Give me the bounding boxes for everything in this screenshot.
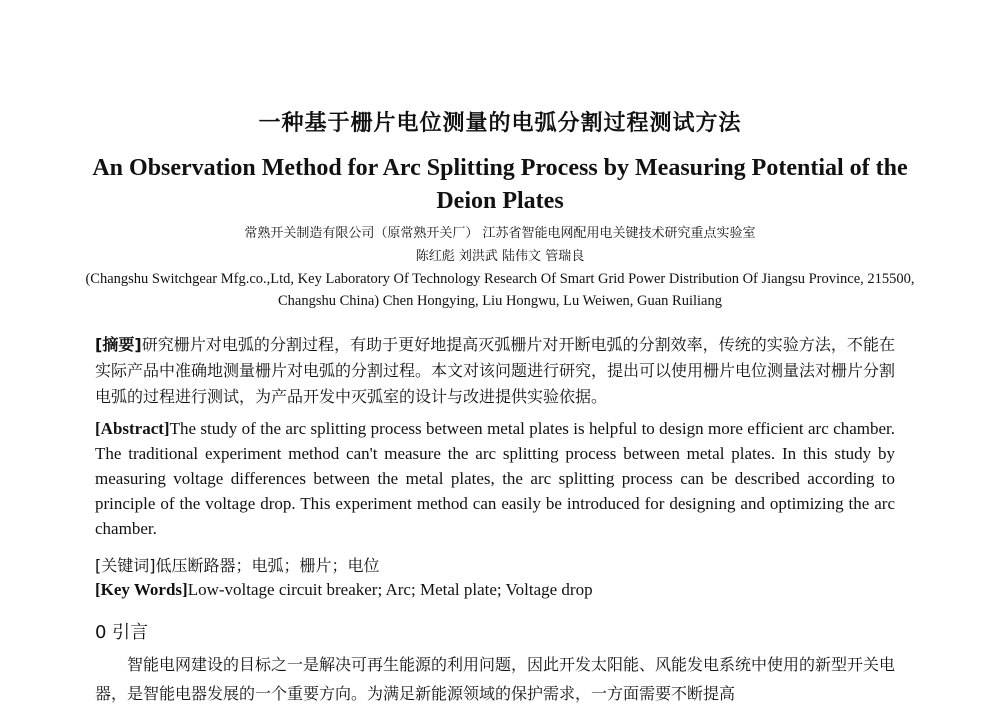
abstract-english	[95, 416, 895, 541]
keywords-chinese-text: 低压断路器；电弧；栅片；电位	[155, 556, 380, 575]
abstract-chinese-label: [摘要]	[95, 335, 142, 354]
keywords-english-label: [Key Words]	[95, 580, 188, 599]
section-heading: 0 引言	[95, 622, 149, 643]
keywords-english-text: Low-voltage circuit breaker; Arc; Metal plate; Voltage drop	[187, 580, 593, 599]
keywords-chinese	[95, 553, 895, 576]
introduction-paragraph: 智能电网建设的目标之一是解决可再生能源的利用问题，因此开发太阳能、风能发电系统中使用的新型开关电器，是智能电器发展的一个重要方向。为满足新能源领域的保护需求，一方面需要不断提高	[95, 655, 896, 703]
abstract-chinese-text: 研究栅片对电弧的分割过程，有助于更好地提高灭弧栅片对开断电弧的分割效率，传统的实验方法，不能在实际产品中准确地测量栅片对电弧的分割过程。本文对该问题进行研究，提出可以使用栅片电位测量法对栅片分割电弧的过程进行测试，为产品开发中灭弧室的设计与改进提供实验依据。	[95, 335, 896, 406]
authors-chinese: 陈红彪 刘洪武 陆伟文 管瑞良	[415, 249, 585, 264]
abstract-english-text: The study of the arc splitting process between metal plates is helpful to design more efficient arc chamber. The traditional experiment method can't measure the arc splitting process between metal plates. In this study by measuring voltage differences between the metal plates, the arc splitting process can be described according to principle of the voltage drop. This experiment method can easily be introduced for designing and optimizing the arc chamber.	[95, 419, 895, 538]
abstract-chinese	[95, 332, 895, 410]
title-chinese: 一种基于栅片电位测量的电弧分割过程测试方法	[258, 111, 742, 136]
affiliation-english: (Changshu Switchgear Mfg.co.,Ltd, Key Laboratory Of Technology Research Of Smart Grid Power Distribution Of Jiangsu Province, 215500, Changshu China) Chen Hongying, Liu Hongwu, Lu Weiwen, Guan Ruiliang	[85, 271, 915, 309]
abstract-english-label: [Abstract]	[95, 419, 170, 438]
keywords-english	[95, 580, 895, 600]
affiliation-chinese: 常熟开关制造有限公司（原常熟开关厂） 江苏省智能电网配用电关键技术研究重点实验室	[244, 226, 756, 241]
title-english: An Observation Method for Arc Splitting Process by Measuring Potential of the Deion Plates	[92, 155, 908, 214]
keywords-chinese-label: [关键词]	[95, 556, 156, 575]
